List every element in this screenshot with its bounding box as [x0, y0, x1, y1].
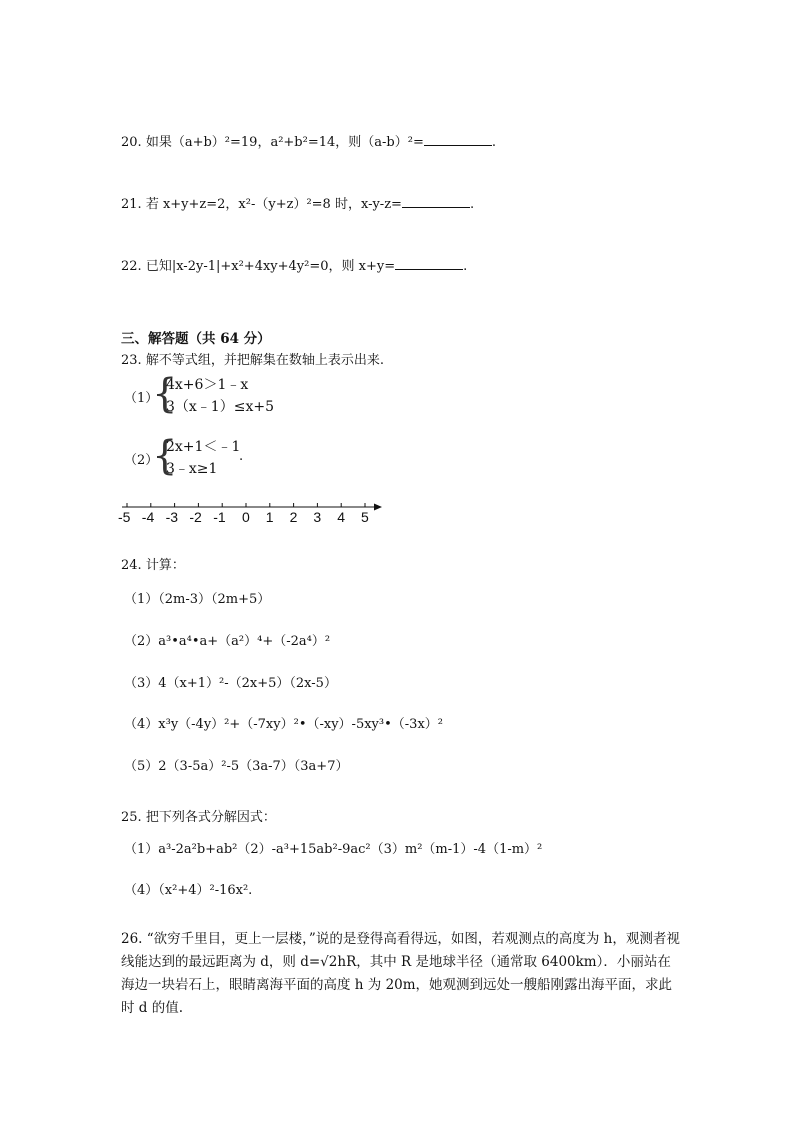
question-21: [121, 193, 474, 212]
answer-blank[interactable]: [424, 133, 492, 146]
answer-blank[interactable]: [402, 195, 470, 208]
question-number: 22.: [121, 259, 142, 274]
brace-icon: {: [152, 371, 178, 417]
axis-tick-label: -2: [189, 509, 202, 525]
section-title: 三、解答题（共 64 分）: [121, 331, 271, 347]
question-text: 解不等式组，并把解集在数轴上表示出来.: [145, 353, 384, 368]
question-number: 20.: [121, 135, 142, 150]
question-text: 如果（a+b）²=19，a²+b²=14，则（a-b）²=: [145, 135, 424, 150]
axis-tick-label: -1: [213, 509, 226, 525]
question-end: .: [463, 259, 468, 274]
question-25: [121, 806, 276, 825]
question-24: [121, 554, 185, 573]
axis-tick-label: 0: [242, 509, 250, 525]
arrow-icon: [374, 504, 382, 511]
question-22: [121, 255, 467, 274]
question-end: .: [491, 135, 496, 150]
question-number: 24.: [121, 558, 142, 573]
inequality-line: 2x+1＜﹣1: [166, 439, 241, 455]
question-number: 21.: [121, 197, 142, 212]
question-number: 23.: [121, 353, 142, 368]
calc-item-2: （2）a³•a⁴•a+（a²）⁴+（-2a⁴）²: [124, 634, 331, 649]
calc-item-4: （4）x³y（-4y）²+（-7xy）²•（-xy）-5xy³•（-3x）²: [124, 717, 443, 732]
question-text: “欲穷千里目，更上一层楼，”说的是登得高看得远，如图，若观测点的高度为 h，观测者视线能达到的最远距离为 d，则 d=√2hR，其中 R 是地球半径（通常取 6400km）．小丽站在海边一块岩石上，眼睛离海平面的高度 h 为 20m，她观测到远处一艘船刚露出海平面，求此时 d 的值.: [121, 931, 680, 1016]
answer-blank[interactable]: [395, 257, 463, 270]
question-26: [121, 928, 681, 1020]
calc-item-5: （5）2（3-5a）²-5（3a-7）（3a+7）: [124, 759, 349, 774]
axis-tick-label: -4: [141, 509, 155, 525]
axis-tick-label: 5: [361, 509, 369, 525]
question-end: .: [469, 197, 475, 212]
axis-tick-label: 1: [265, 509, 274, 525]
question-number: 26.: [121, 931, 143, 947]
part-label: （1）: [124, 391, 159, 406]
system-end: .: [239, 449, 244, 464]
axis-tick-label: 3: [313, 509, 322, 525]
axis-tick-label: -5: [118, 509, 131, 525]
question-number: 25.: [121, 810, 142, 825]
inequality-line: 4x+6＞1﹣x: [166, 377, 249, 393]
calc-item-3: （3）4（x+1）²-（2x+5）（2x-5）: [124, 676, 337, 691]
question-text: 把下列各式分解因式：: [145, 810, 276, 825]
question-text: 已知|x-2y-1|+x²+4xy+4y²=0，则 x+y=: [145, 259, 396, 274]
part-label: （2）: [124, 453, 159, 468]
question-text: 计算：: [145, 558, 185, 573]
question-23: [121, 349, 384, 368]
question-20: [121, 131, 496, 150]
inequality-line: 3﹣x≥1: [166, 461, 218, 477]
axis-tick-label: 4: [337, 509, 345, 525]
axis-tick-label: -3: [165, 509, 179, 525]
axis-tick-label: 2: [289, 509, 298, 525]
inequality-line: 3（x﹣1）≤x+5: [166, 399, 274, 415]
number-line: [120, 497, 390, 517]
factor-line-1: （1）a³-2a²b+ab²（2）-a³+15ab²-9ac²（3）m²（m-1）-4（1-m）²: [124, 842, 543, 857]
question-text: 若 x+y+z=2，x²-（y+z）²=8 时，x-y-z=: [145, 197, 402, 212]
brace-icon: {: [152, 433, 178, 479]
calc-item-1: （1）（2m-3）（2m+5）: [124, 592, 271, 607]
factor-line-2: （4）（x²+4）²-16x².: [124, 883, 253, 898]
